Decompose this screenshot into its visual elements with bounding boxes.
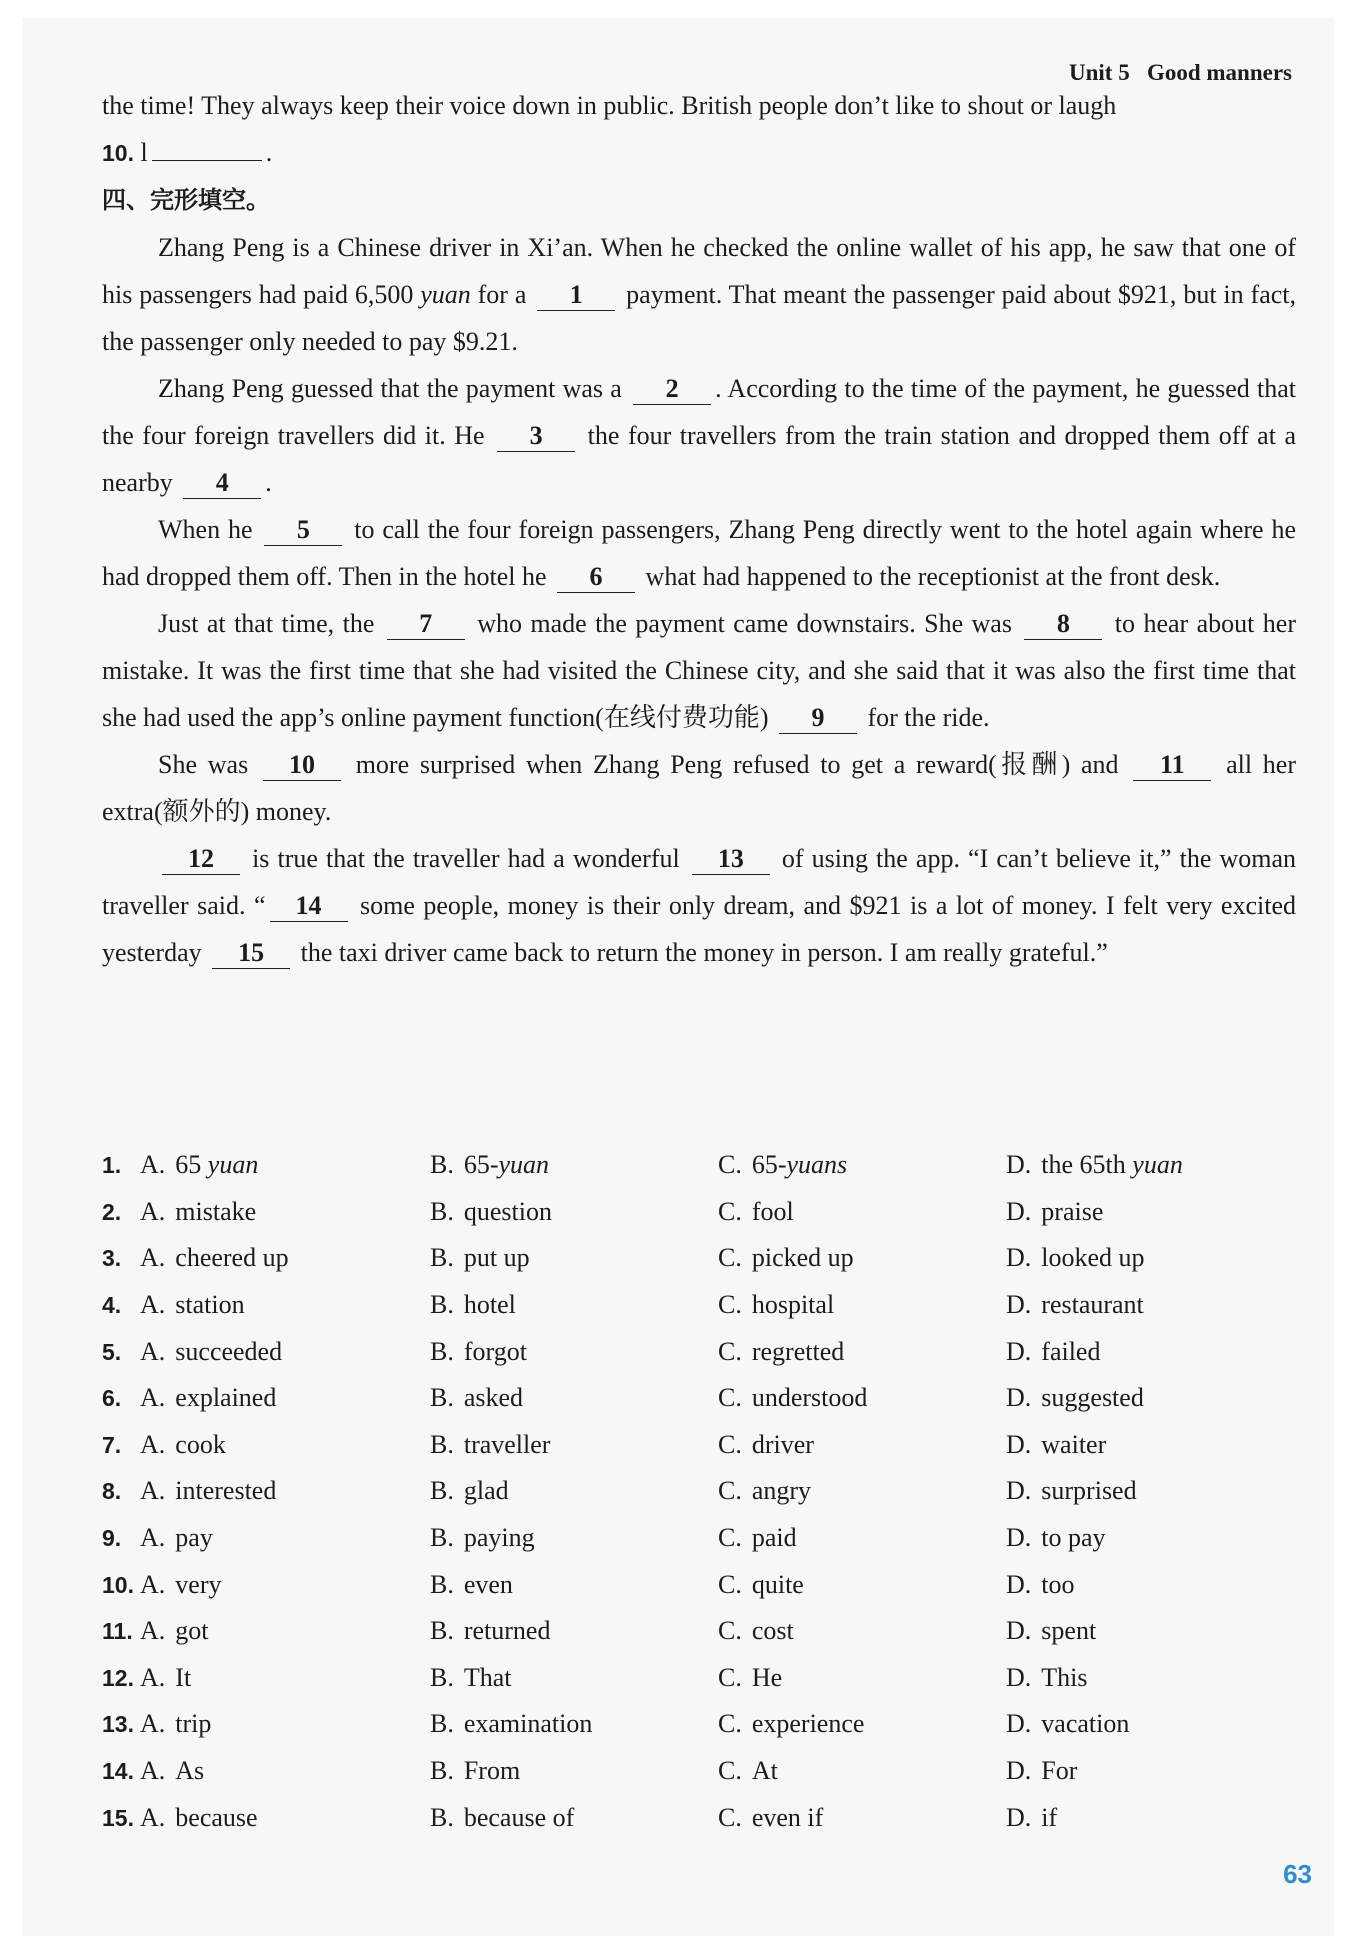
option-text: This — [1041, 1662, 1088, 1692]
option-letter: B. — [430, 1336, 454, 1366]
question-number: 12. — [102, 1664, 134, 1691]
option-b[interactable] — [430, 1337, 718, 1367]
option-b[interactable] — [430, 1616, 718, 1646]
option-a[interactable] — [102, 1290, 430, 1320]
option-letter: C. — [718, 1336, 742, 1366]
blank-11[interactable]: 11 — [1133, 750, 1211, 781]
option-letter: C. — [718, 1523, 742, 1553]
option-text: even if — [751, 1802, 824, 1832]
option-b[interactable] — [430, 1476, 718, 1506]
option-c[interactable] — [718, 1663, 1006, 1693]
option-text: praise — [1041, 1196, 1104, 1226]
question-number: 9. — [102, 1525, 122, 1552]
option-c[interactable] — [718, 1150, 1006, 1180]
option-letter: C. — [718, 1429, 742, 1459]
option-text: paid — [751, 1523, 797, 1553]
question-row — [102, 1235, 1296, 1282]
option-text: if — [1041, 1802, 1058, 1832]
option-d[interactable] — [1006, 1663, 1294, 1693]
option-letter: C. — [718, 1662, 742, 1692]
option-letter: B. — [430, 1196, 454, 1226]
option-letter: A. — [140, 1523, 166, 1553]
option-letter: C. — [718, 1756, 742, 1786]
paragraph-2 — [102, 365, 1296, 506]
option-text: glad — [463, 1476, 509, 1506]
option-letter: C. — [718, 1383, 742, 1413]
option-a[interactable] — [102, 1383, 430, 1413]
option-a[interactable] — [102, 1663, 430, 1693]
option-b[interactable] — [430, 1523, 718, 1553]
option-a[interactable] — [102, 1337, 430, 1367]
paragraph-6 — [102, 835, 1296, 976]
text: She was — [158, 750, 259, 779]
option-text: angry — [751, 1476, 812, 1506]
question-row — [102, 1748, 1296, 1795]
option-text: succeeded — [175, 1336, 283, 1366]
option-letter: B. — [430, 1243, 454, 1273]
option-a[interactable] — [102, 1616, 430, 1646]
option-letter: D. — [1006, 1429, 1032, 1459]
question-row — [102, 1422, 1296, 1469]
option-letter: D. — [1006, 1569, 1032, 1599]
option-letter: D. — [1006, 1336, 1032, 1366]
text: who made the payment came downstairs. She was — [468, 609, 1021, 638]
paragraph-4 — [102, 600, 1296, 741]
option-letter: A. — [140, 1709, 166, 1739]
option-letter: A. — [140, 1150, 166, 1180]
unit-title: Good manners — [1146, 60, 1292, 85]
option-c[interactable] — [718, 1337, 1006, 1367]
option-letter: A. — [140, 1756, 166, 1786]
section-title: 四、完形填空。 — [102, 186, 270, 214]
question-row — [102, 1515, 1296, 1562]
option-c[interactable] — [718, 1709, 1006, 1739]
option-b[interactable] — [430, 1709, 718, 1739]
option-letter: B. — [430, 1429, 454, 1459]
option-letter: D. — [1006, 1243, 1032, 1273]
option-a[interactable] — [102, 1243, 430, 1273]
blank-10[interactable]: 10 — [263, 750, 341, 781]
option-text: spent — [1041, 1616, 1097, 1646]
option-letter: A. — [140, 1336, 166, 1366]
option-b[interactable] — [430, 1430, 718, 1460]
option-text: From — [463, 1756, 521, 1786]
option-text: pay — [175, 1523, 213, 1553]
option-d[interactable] — [1006, 1523, 1294, 1553]
option-d[interactable] — [1006, 1150, 1294, 1180]
option-text: picked up — [751, 1243, 854, 1273]
option-a[interactable] — [102, 1523, 430, 1553]
option-text: He — [751, 1662, 783, 1692]
unit-label: Unit 5 — [1069, 60, 1130, 85]
text: what had happened to the receptionist at the front desk. — [639, 562, 1221, 591]
option-a[interactable] — [102, 1756, 430, 1786]
question-number: 3. — [102, 1245, 122, 1272]
text: Zhang Peng guessed that the payment was a — [158, 374, 630, 403]
option-letter: D. — [1006, 1802, 1032, 1832]
question-number: 10. — [102, 1571, 134, 1598]
blank-13[interactable]: 13 — [692, 844, 770, 875]
option-text: quite — [751, 1569, 804, 1599]
option-letter: D. — [1006, 1196, 1032, 1226]
option-letter: C. — [718, 1290, 742, 1320]
paragraph-3 — [102, 506, 1296, 600]
blank-5[interactable]: 5 — [264, 515, 342, 546]
option-text: cheered up — [175, 1243, 289, 1273]
blank-15[interactable]: 15 — [212, 938, 290, 969]
question-row — [102, 1328, 1296, 1375]
option-text: failed — [1041, 1336, 1101, 1366]
previous-section-end — [102, 82, 1296, 177]
prev-text-line: the time! They always keep their voice down in public. British people don’t like to shout or laugh — [102, 91, 1117, 120]
option-d[interactable] — [1006, 1383, 1294, 1413]
option-letter: A. — [140, 1243, 166, 1273]
option-text: traveller — [463, 1429, 551, 1459]
option-d[interactable] — [1006, 1430, 1294, 1460]
option-text: interested — [175, 1476, 277, 1506]
option-a[interactable] — [102, 1476, 430, 1506]
option-text: surprised — [1041, 1476, 1137, 1506]
option-text: hospital — [751, 1290, 835, 1320]
option-text: 65-yuan — [463, 1150, 550, 1180]
option-text: asked — [463, 1383, 524, 1413]
question-row — [102, 1142, 1296, 1189]
option-d[interactable] — [1006, 1197, 1294, 1227]
option-text: returned — [463, 1616, 551, 1646]
blank-2[interactable]: 2 — [633, 374, 711, 405]
question-number: 14. — [102, 1758, 134, 1785]
option-text: looked up — [1041, 1243, 1145, 1273]
option-text: That — [463, 1662, 512, 1692]
option-c[interactable] — [718, 1570, 1006, 1600]
option-letter: C. — [718, 1802, 742, 1832]
question-row — [102, 1375, 1296, 1422]
option-b[interactable] — [430, 1383, 718, 1413]
text: some people, money is their only dream, and $921 is a lot of money. I felt very excited yesterday — [102, 891, 1296, 967]
text: the four travellers from the train station and dropped them off at a nearby — [102, 421, 1296, 497]
option-text: examination — [463, 1709, 593, 1739]
option-text: At — [751, 1756, 778, 1786]
option-letter: A. — [140, 1476, 166, 1506]
option-letter: D. — [1006, 1476, 1032, 1506]
option-text: For — [1041, 1756, 1078, 1786]
option-text: cost — [751, 1616, 794, 1646]
option-d[interactable] — [1006, 1243, 1294, 1273]
option-text: got — [175, 1616, 209, 1646]
option-letter: C. — [718, 1476, 742, 1506]
option-c[interactable] — [718, 1430, 1006, 1460]
text: Just at that time, the — [158, 609, 383, 638]
text: all her extra(额外的) money. — [102, 750, 1297, 826]
option-text: experience — [751, 1709, 865, 1739]
question-number: 8. — [102, 1478, 122, 1505]
option-letter: B. — [430, 1802, 454, 1832]
option-c[interactable] — [718, 1476, 1006, 1506]
option-letter: D. — [1006, 1290, 1032, 1320]
text: is true that the traveller had a wonderful — [244, 844, 688, 873]
option-text: fool — [751, 1196, 794, 1226]
option-text: restaurant — [1041, 1290, 1144, 1320]
option-text: the 65th yuan — [1041, 1150, 1183, 1180]
text: to call the four foreign passengers, Zhang Peng directly went to the hotel again where he had dropped them off. Then in the hotel he — [102, 515, 1296, 591]
option-d[interactable] — [1006, 1570, 1294, 1600]
blank-9[interactable]: 9 — [779, 703, 857, 734]
option-text: because of — [463, 1802, 575, 1832]
text: payment. That meant the passenger paid about $921, but in fact, the passenger only needed to pay $9.21. — [102, 280, 1297, 356]
option-text: cook — [175, 1429, 226, 1459]
option-letter: D. — [1006, 1383, 1032, 1413]
option-text: to pay — [1041, 1523, 1106, 1553]
option-letter: D. — [1006, 1756, 1032, 1786]
question-row — [102, 1608, 1296, 1655]
option-text: trip — [175, 1709, 212, 1739]
option-letter: B. — [430, 1569, 454, 1599]
option-b[interactable] — [430, 1243, 718, 1273]
option-b[interactable] — [430, 1663, 718, 1693]
option-letter: B. — [430, 1150, 454, 1180]
option-d[interactable] — [1006, 1756, 1294, 1786]
option-text: too — [1041, 1569, 1075, 1599]
option-text: understood — [751, 1383, 868, 1413]
option-letter: B. — [430, 1523, 454, 1553]
option-letter: A. — [140, 1383, 166, 1413]
option-c[interactable] — [718, 1756, 1006, 1786]
option-c[interactable] — [718, 1243, 1006, 1273]
option-letter: D. — [1006, 1616, 1032, 1646]
option-b[interactable] — [430, 1290, 718, 1320]
question-row — [102, 1282, 1296, 1329]
option-letter: B. — [430, 1662, 454, 1692]
text: for the ride. — [860, 703, 990, 732]
option-b[interactable] — [430, 1803, 718, 1833]
option-letter: A. — [140, 1802, 166, 1832]
option-text: paying — [463, 1523, 535, 1553]
option-letter: B. — [430, 1756, 454, 1786]
option-c[interactable] — [718, 1290, 1006, 1320]
option-text: 65-yuans — [751, 1150, 848, 1180]
option-letter: D. — [1006, 1662, 1032, 1692]
option-letter: C. — [718, 1569, 742, 1599]
option-c[interactable] — [718, 1616, 1006, 1646]
blank-1[interactable]: 1 — [537, 280, 615, 311]
option-text: suggested — [1041, 1383, 1144, 1413]
option-text: station — [175, 1290, 245, 1320]
question-number: 13. — [102, 1711, 134, 1738]
blank-6[interactable]: 6 — [557, 562, 635, 593]
option-d[interactable] — [1006, 1290, 1294, 1320]
option-text: waiter — [1041, 1429, 1107, 1459]
option-text: very — [175, 1569, 222, 1599]
option-letter: C. — [718, 1243, 742, 1273]
text: for a — [470, 280, 534, 309]
option-b[interactable] — [430, 1756, 718, 1786]
option-a[interactable] — [102, 1150, 430, 1180]
question-number: 11. — [102, 1618, 133, 1645]
option-text: 65 yuan — [175, 1150, 259, 1180]
option-text: question — [463, 1196, 552, 1226]
question-row — [102, 1189, 1296, 1236]
option-letter: B. — [430, 1383, 454, 1413]
option-letter: A. — [140, 1196, 166, 1226]
question-number: 2. — [102, 1198, 122, 1225]
option-letter: B. — [430, 1709, 454, 1739]
option-text: explained — [175, 1383, 277, 1413]
option-a[interactable] — [102, 1430, 430, 1460]
blank-3[interactable]: 3 — [497, 421, 575, 452]
text: When he — [158, 515, 261, 544]
option-a[interactable] — [102, 1803, 430, 1833]
question-row — [102, 1794, 1296, 1841]
text: more surprised when Zhang Peng refused to get a reward(报酬) and — [344, 750, 1130, 779]
option-letter: D. — [1006, 1709, 1032, 1739]
option-b[interactable] — [430, 1197, 718, 1227]
text: to hear about her mistake. It was the first time that she had visited the Chinese city, and she said that it was also the first time that she had used the app’s online payment function(在线付费功能) — [102, 609, 1296, 732]
option-letter: A. — [140, 1569, 166, 1599]
answer-blank[interactable] — [152, 160, 262, 161]
text: of using the app. “I can’t believe it,” the woman traveller said. “ — [102, 844, 1296, 920]
option-letter: D. — [1006, 1150, 1032, 1180]
option-letter: A. — [140, 1290, 166, 1320]
option-a[interactable] — [102, 1709, 430, 1739]
question-number: 6. — [102, 1385, 122, 1412]
prev-question-number: 10. — [102, 140, 134, 166]
page-number: 63 — [1283, 1859, 1312, 1889]
option-text: because — [175, 1802, 258, 1832]
question-row — [102, 1468, 1296, 1515]
question-number: 1. — [102, 1152, 122, 1179]
question-number: 4. — [102, 1292, 122, 1319]
option-text: As — [175, 1756, 205, 1786]
option-b[interactable] — [430, 1570, 718, 1600]
option-d[interactable] — [1006, 1803, 1294, 1833]
option-letter: C. — [718, 1709, 742, 1739]
question-row — [102, 1655, 1296, 1702]
option-text: It — [175, 1662, 192, 1692]
option-letter: A. — [140, 1662, 166, 1692]
option-letter: C. — [718, 1616, 742, 1646]
options-list — [102, 1142, 1296, 1841]
option-letter: D. — [1006, 1523, 1032, 1553]
paragraph-1 — [102, 224, 1296, 365]
period: . — [265, 138, 273, 167]
option-letter: C. — [718, 1150, 742, 1180]
option-text: forgot — [463, 1336, 527, 1366]
question-number: 5. — [102, 1338, 122, 1365]
option-text: mistake — [175, 1196, 257, 1226]
blank-7[interactable]: 7 — [387, 609, 465, 640]
option-text: driver — [751, 1429, 814, 1459]
question-row — [102, 1701, 1296, 1748]
passage-area — [102, 82, 1296, 976]
text: . According to the time of the payment, he guessed that the four foreign travellers did it. He — [102, 374, 1297, 450]
option-d[interactable] — [1006, 1476, 1294, 1506]
option-text: regretted — [751, 1336, 845, 1366]
paragraph-5 — [102, 741, 1296, 835]
text: . — [265, 468, 272, 497]
blank-4[interactable]: 4 — [183, 468, 261, 499]
text: Zhang Peng is a Chinese driver in Xi’an. When he checked the online wallet of his app, he saw that one of his passengers had paid 6,500 — [102, 233, 1296, 309]
option-c[interactable] — [718, 1383, 1006, 1413]
option-letter: A. — [140, 1429, 166, 1459]
option-letter: A. — [140, 1616, 166, 1646]
option-text: put up — [463, 1243, 530, 1273]
option-text: vacation — [1041, 1709, 1130, 1739]
option-letter: C. — [718, 1196, 742, 1226]
option-c[interactable] — [718, 1523, 1006, 1553]
option-c[interactable] — [718, 1197, 1006, 1227]
option-d[interactable] — [1006, 1337, 1294, 1367]
blank-14[interactable]: 14 — [270, 891, 348, 922]
option-text: even — [463, 1569, 513, 1599]
option-a[interactable] — [102, 1197, 430, 1227]
question-number: 15. — [102, 1804, 134, 1831]
question-number: 7. — [102, 1431, 122, 1458]
text-italic: yuan — [420, 280, 471, 309]
option-b[interactable] — [430, 1150, 718, 1180]
blank-8[interactable]: 8 — [1024, 609, 1102, 640]
blank-12[interactable]: 12 — [162, 844, 240, 875]
question-row — [102, 1561, 1296, 1608]
option-letter: B. — [430, 1616, 454, 1646]
option-a[interactable] — [102, 1570, 430, 1600]
option-text: hotel — [463, 1290, 516, 1320]
option-letter: B. — [430, 1290, 454, 1320]
option-letter: B. — [430, 1476, 454, 1506]
prev-question-letter: l — [140, 138, 148, 167]
option-d[interactable] — [1006, 1709, 1294, 1739]
option-d[interactable] — [1006, 1616, 1294, 1646]
option-c[interactable] — [718, 1803, 1006, 1833]
text: the taxi driver came back to return the money in person. I am really grateful.” — [294, 938, 1108, 967]
